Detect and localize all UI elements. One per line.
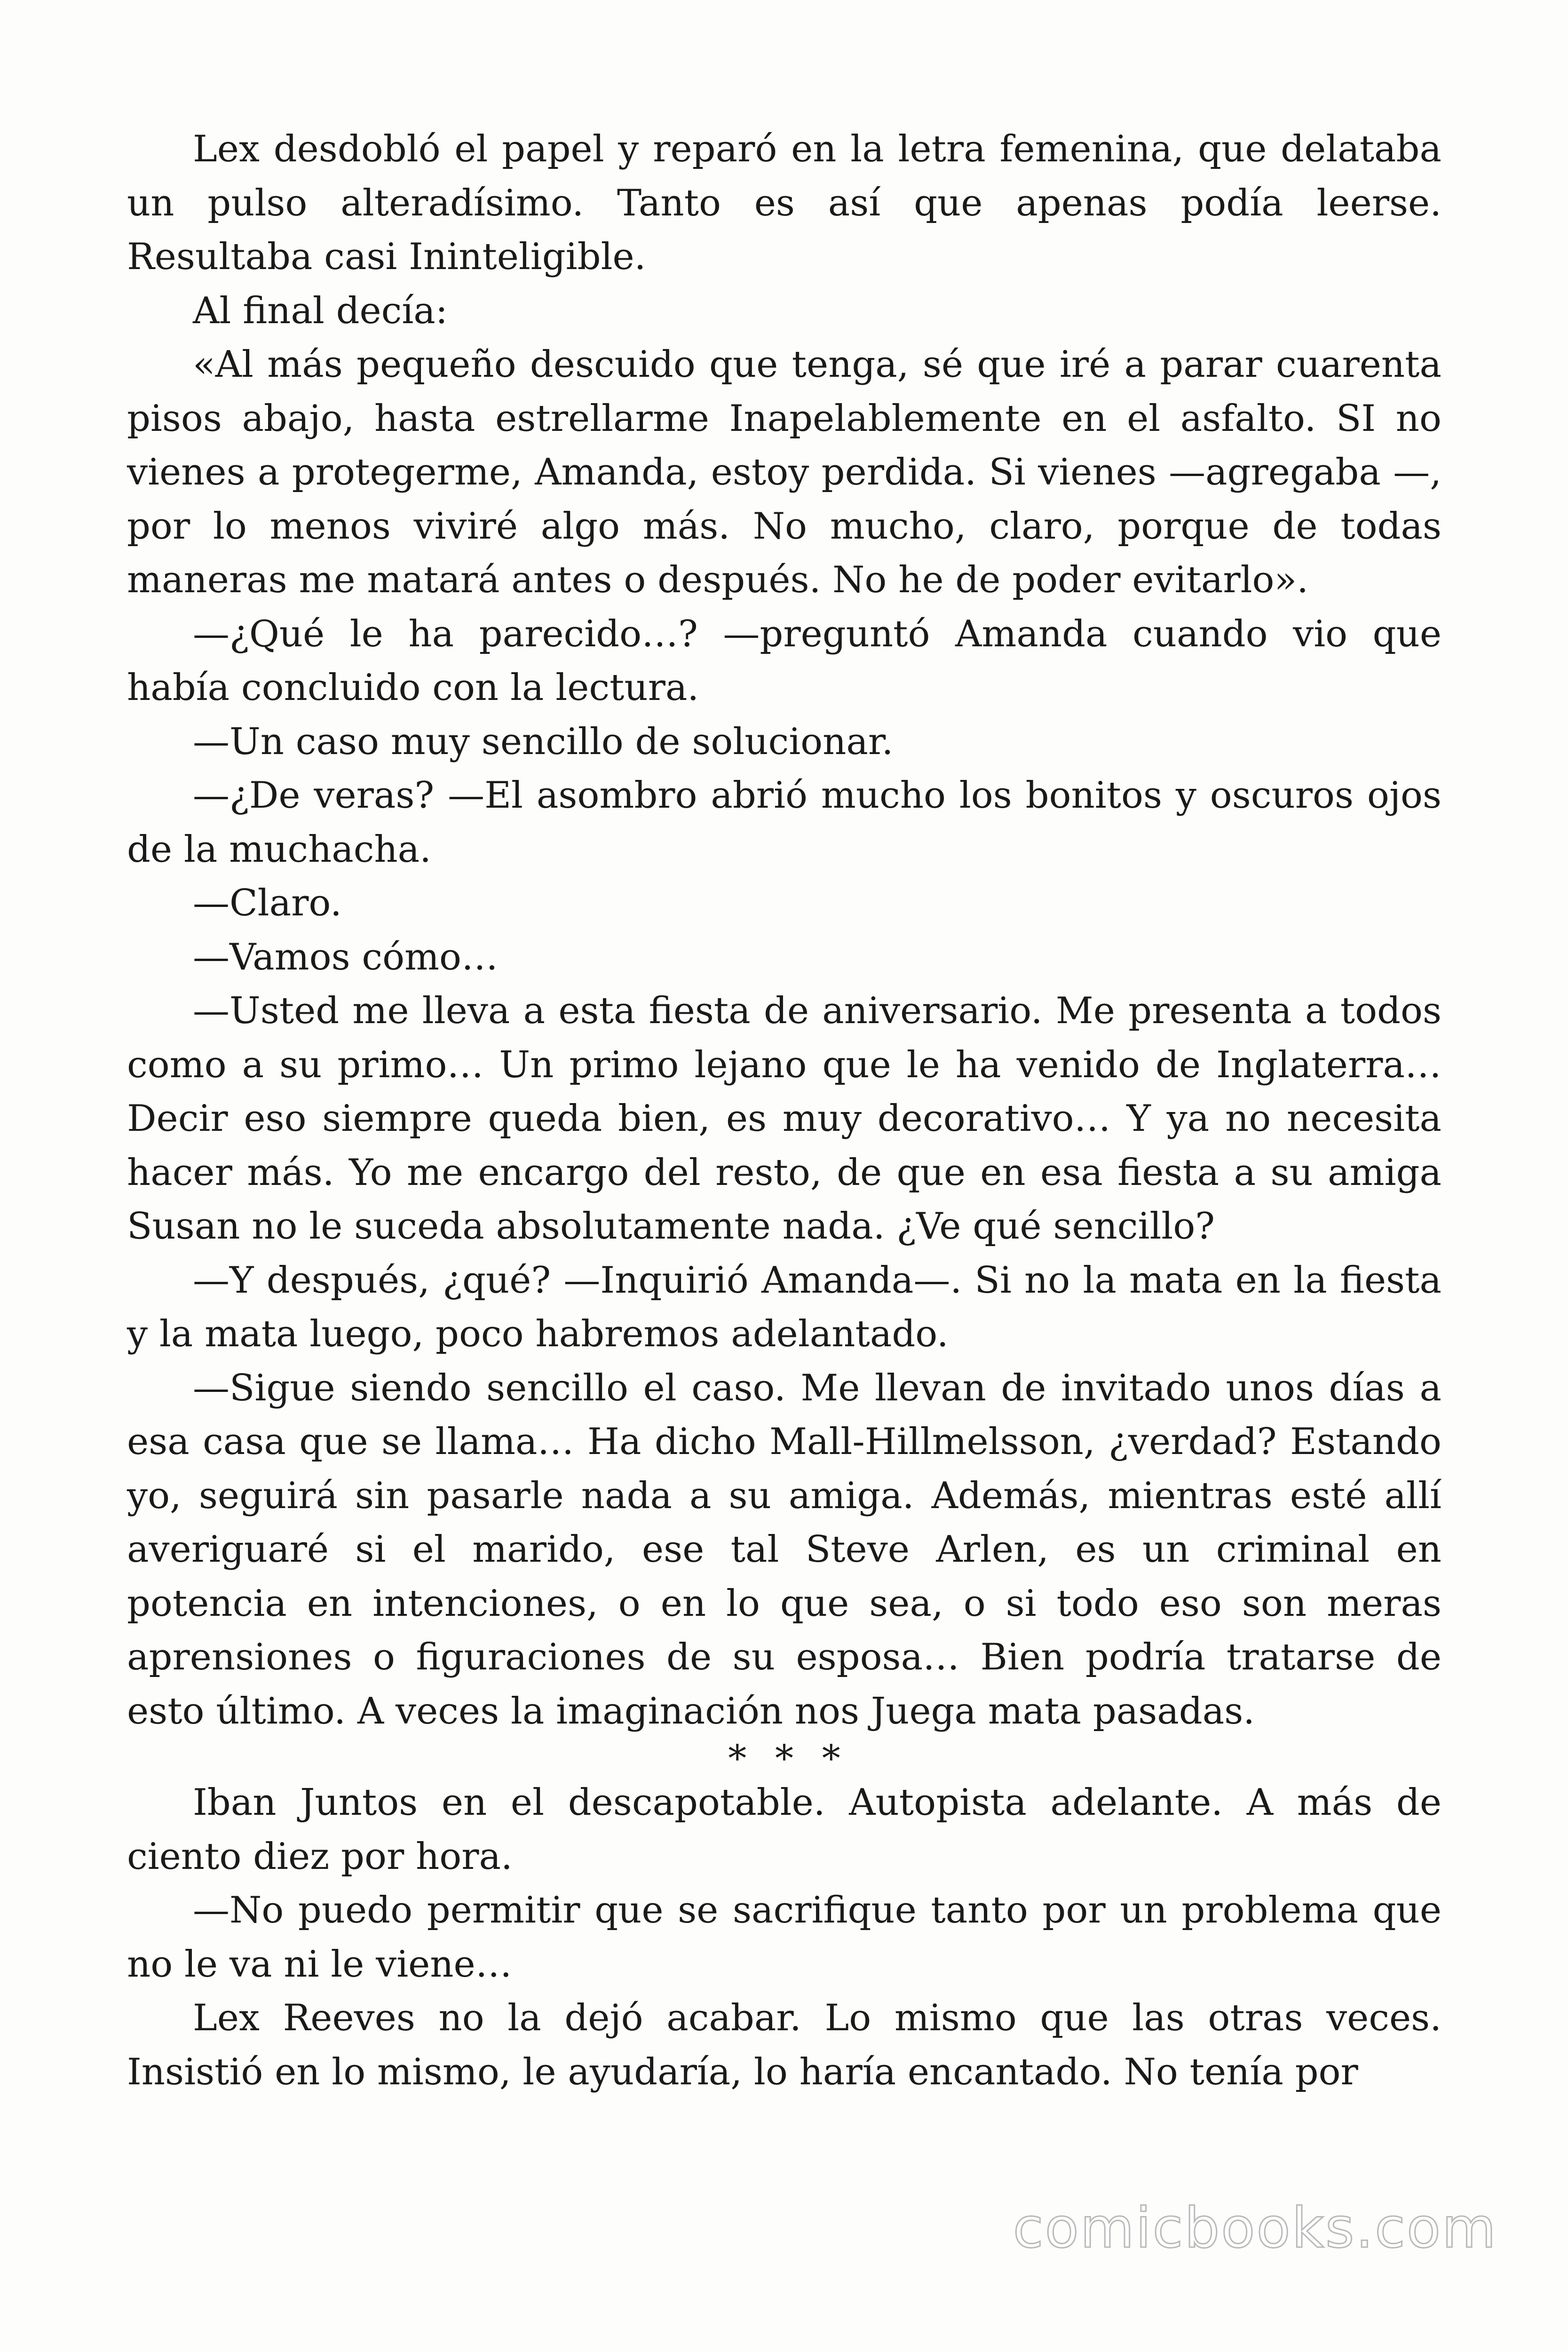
paragraph: —Un caso muy sencillo de solucionar. <box>193 720 894 763</box>
page-text-block <box>127 122 1441 2099</box>
paragraph: Lex Reeves no la dejó acabar. Lo mismo que las otras veces. Insistió en lo mismo, le ayudaría, lo haría encantado. No tenía por <box>127 1997 1441 2093</box>
paragraph: «Al más pequeño descuido que tenga, sé que iré a parar cuarenta pisos abajo, hasta estrellarme Inapelablemente en el asfalto. SI no vienes a protegerme, Amanda, estoy perdida. Si vienes —agregaba —, por lo menos viviré algo más. No mucho, claro, porque de todas maneras me matará antes o después. No he de poder evitarlo». <box>127 343 1441 601</box>
paragraph: —Claro. <box>193 882 342 924</box>
paragraph: Iban Juntos en el descapotable. Autopista adelante. A más de ciento diez por hora. <box>127 1781 1441 1878</box>
paragraph: —¿De veras? —El asombro abrió mucho los bonitos y oscuros ojos de la muchacha. <box>127 774 1441 871</box>
paragraph: —¿Qué le ha parecido…? —preguntó Amanda cuando vio que había concluido con la lectura. <box>127 612 1441 709</box>
scene-break: * * * <box>728 1738 849 1780</box>
paragraph: —Y después, ¿qué? —Inquirió Amanda—. Si no la mata en la fiesta y la mata luego, poco habremos adelantado. <box>127 1259 1441 1355</box>
paragraph: —No puedo permitir que se sacrifique tanto por un problema que no le va ni le viene… <box>127 1889 1441 1986</box>
watermark: comicbooks.com <box>1013 2195 1497 2260</box>
paragraph: —Usted me lleva a esta fiesta de aniversario. Me presenta a todos como a su primo… Un primo lejano que le ha venido de Inglaterra… Decir eso siempre queda bien, es muy decorativo… Y ya no necesita hacer más. Yo me encargo del resto, de que en esa fiesta a su amiga Susan no le suceda absolutamente nada. ¿Ve qué sencillo? <box>127 990 1441 1248</box>
paragraph: —Sigue siendo sencillo el caso. Me llevan de invitado unos días a esa casa que se llama… Ha dicho Mall-Hillmelsson, ¿verdad? Estando yo, seguirá sin pasarle nada a su amiga. Además, mientras esté allí averiguaré si el marido, ese tal Steve Arlen, es un criminal en potencia en intenciones, o en lo que sea, o si todo eso son meras aprensiones o figuraciones de su esposa… Bien podría tratarse de esto último. A veces la imaginación nos Juega mata pasadas. <box>127 1367 1441 1732</box>
paragraph: —Vamos cómo… <box>193 936 498 978</box>
paragraph: Al final decía: <box>193 289 448 332</box>
paragraph: Lex desdobló el papel y reparó en la letra femenina, que delataba un pulso alteradísimo. Tanto es así que apenas podía leerse. Resultaba casi Ininteligible. <box>127 128 1441 278</box>
